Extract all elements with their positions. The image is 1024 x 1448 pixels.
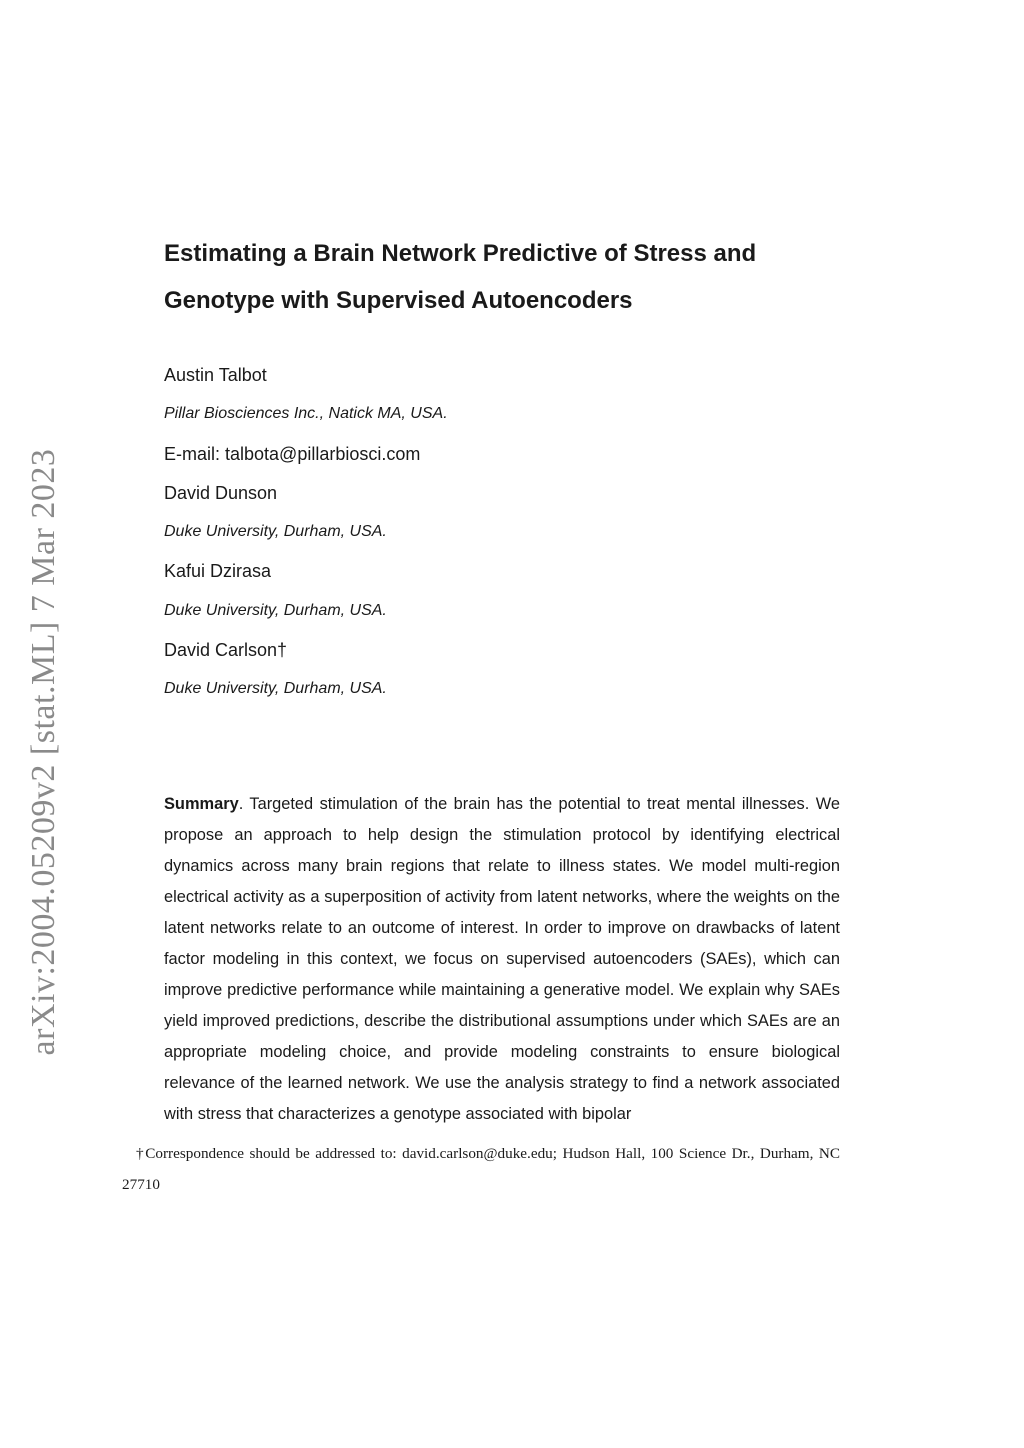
author-name: Kafui Dzirasa: [164, 561, 272, 582]
author-name: Austin Talbot: [164, 365, 267, 385]
author-email: E-mail: talbota@pillarbiosci.com: [164, 443, 421, 464]
summary-label: Summary: [164, 795, 239, 813]
paper-title: [164, 230, 864, 324]
author-affiliation: Duke University, Durham, USA.: [164, 680, 387, 698]
author-block: [164, 361, 844, 715]
author-affiliation: Duke University, Durham, USA.: [164, 523, 387, 541]
summary-paragraph: [164, 789, 840, 1130]
arxiv-identifier-stamp: arXiv:2004.05209v2 [stat.ML] 7 Mar 2023: [25, 448, 62, 1056]
paper-title-line-1: Estimating a Brain Network Predictive of Stress and: [164, 240, 757, 267]
summary-text: . Targeted stimulation of the brain has the potential to treat mental illnesses. We propose an approach to help design the stimulation protocol by identifying electrical dynamics across many brain regions that relate to illness states. We model multi-region electrical activity as a superposition of activity from latent networks, where the weights on the latent networks relate to an outcome of interest. In order to improve on drawbacks of latent factor modeling in this context, we focus on supervised autoencoders (SAEs), which can improve predictive performance while maintaining a generative model. We explain why SAEs yield improved predictions, describe the distributional assumptions under which SAEs are an appropriate modeling choice, and provide modeling constraints to ensure biological relevance of the learned network. We use the analysis strategy to find a network associated with stress that characterizes a genotype associated with bipolar: [164, 795, 840, 1123]
author-affiliation: Pillar Biosciences Inc., Natick MA, USA.: [164, 405, 448, 423]
author-affiliation: Duke University, Durham, USA.: [164, 601, 387, 619]
author-name: David Dunson: [164, 482, 278, 503]
correspondence-footnote: †Correspondence should be addressed to: david.carlson@duke.edu; Hudson Hall, 100 Science Dr., Durham, NC 27710: [122, 1145, 840, 1193]
paper-title-line-2: Genotype with Supervised Autoencoders: [164, 287, 633, 314]
author-name: David Carlson†: [164, 640, 288, 661]
